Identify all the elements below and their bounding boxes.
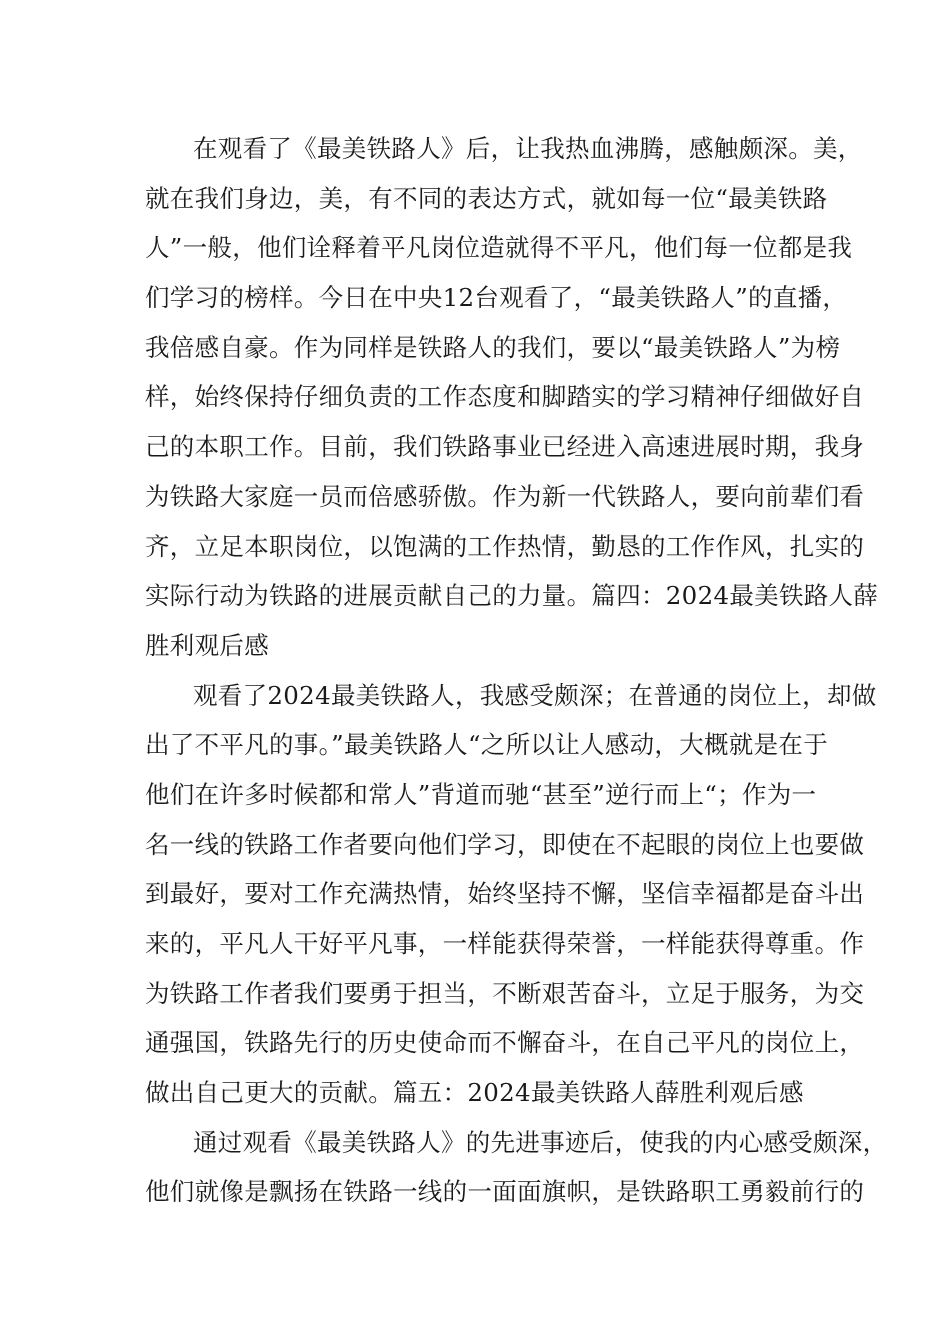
text-line: 为铁路大家庭一员而倍感骄傲。作为新一代铁路人，要向前辈们看 bbox=[145, 481, 865, 511]
text-line: 来的，平凡人干好平凡事，一样能获得荣誉，一样能获得尊重。作 bbox=[145, 929, 865, 958]
text-line: 他们在许多时候都和常人”背道而驰“甚至”逆行而上“；作为一 bbox=[145, 779, 817, 809]
text-line: 名一线的铁路工作者要向他们学习，即使在不起眼的岗位上也要做 bbox=[145, 829, 865, 859]
text-line: 他们就像是飘扬在铁路一线的一面面旗帜，是铁路职工勇毅前行的 bbox=[145, 1177, 865, 1207]
paragraph-1 bbox=[145, 124, 879, 671]
text-line: 样，始终保持仔细负责的工作态度和脚踏实的学习精神仔细做好自 bbox=[145, 382, 865, 412]
text-line: 为铁路工作者我们要勇于担当，不断艰苦奋斗，立足于服务，为交 bbox=[145, 978, 865, 1008]
text-line: 出了不平凡的事。”最美铁路人“之所以让人感动，大概就是在于 bbox=[145, 730, 828, 760]
text-line: 们学习的榜样。今日在中央12台观看了，“最美铁路人”的直播， bbox=[145, 283, 848, 313]
text-line: 就在我们身边，美，有不同的表达方式，就如每一位“最美铁路 bbox=[145, 183, 828, 213]
text-line: 齐，立足本职岗位，以饱满的工作热情，勤恳的工作作风，扎实的 bbox=[145, 531, 865, 561]
text-line: 我倍感自豪。作为同样是铁路人的我们，要以“最美铁路人”为榜 bbox=[145, 332, 841, 362]
text-line: 己的本职工作。目前，我们铁路事业已经进入高速进展时期，我身 bbox=[145, 432, 865, 462]
text-line: 做出自己更大的贡献。篇五：2024最美铁路人薛胜利观后感 bbox=[145, 1078, 804, 1108]
paragraph-2 bbox=[145, 671, 877, 1118]
text-line: 通过观看《最美铁路人》的先进事迹后，使我的内心感受颇深， bbox=[193, 1127, 888, 1157]
text-line: 在观看了《最美铁路人》后，让我热血沸腾，感触颇深。美， bbox=[193, 134, 863, 163]
text-line: 通强国，铁路先行的历史使命而不懈奋斗，在自己平凡的岗位上， bbox=[145, 1028, 865, 1058]
text-line: 实际行动为铁路的进展贡献自己的力量。篇四：2024最美铁路人薛 bbox=[145, 581, 879, 611]
paragraph-3 bbox=[145, 1118, 888, 1217]
text-line: 人”一般，他们诠释着平凡岗位造就得不平凡，他们每一位都是我 bbox=[145, 233, 853, 263]
text-line: 观看了2024最美铁路人，我感受颇深；在普通的岗位上，却做 bbox=[193, 680, 877, 710]
document-page bbox=[145, 124, 888, 1217]
text-line: 到最好，要对工作充满热情，始终坚持不懈，坚信幸福都是奋斗出 bbox=[145, 879, 865, 909]
text-line: 胜利观后感 bbox=[145, 630, 269, 660]
